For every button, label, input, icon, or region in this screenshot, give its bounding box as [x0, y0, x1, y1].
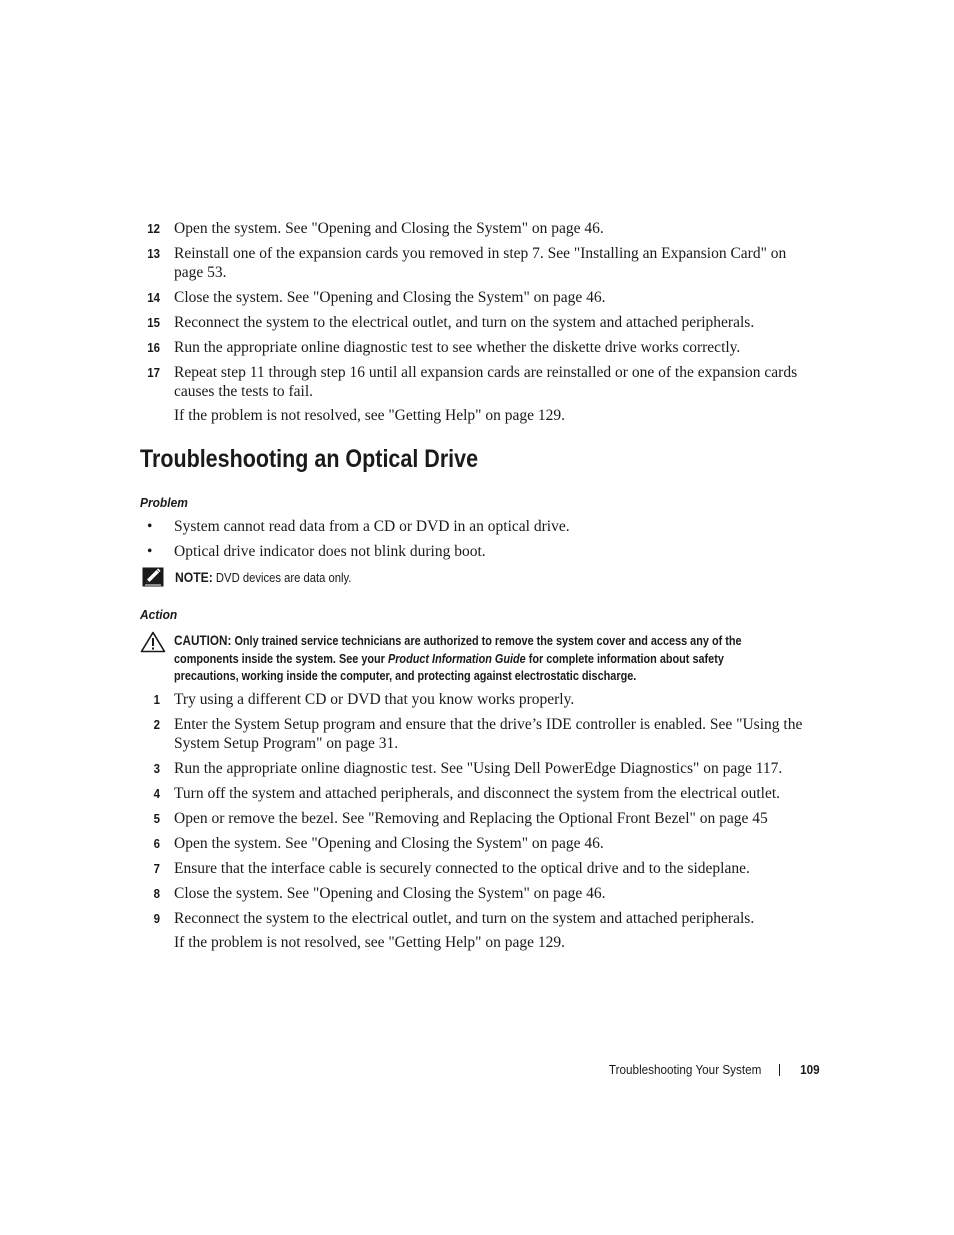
step-text: Reinstall one of the expansion cards you removed in step 7. See "Installing an Expansion Card" on [174, 245, 787, 262]
step-text: Open the system. See "Opening and Closing the System" on page 46. [174, 835, 604, 852]
step-number: 7 [153, 861, 160, 876]
step-text: Turn off the system and attached peripherals, and disconnect the system from the electrical outlet. [174, 785, 781, 802]
step-text: Close the system. See "Opening and Closing the System" on page 46. [174, 289, 606, 306]
footer-section-title: Troubleshooting Your System [608, 1062, 762, 1077]
step-number: 5 [153, 811, 160, 826]
step-item [0, 759, 954, 778]
note-text: DVD devices are data only. [215, 571, 352, 585]
step-text: Ensure that the interface cable is securely connected to the optical drive and to the sideplane. [174, 860, 750, 877]
caution-text: Only trained service technicians are authorized to remove the system cover and access any of the [234, 634, 742, 648]
step-number: 2 [153, 717, 160, 732]
step-text: Open the system. See "Opening and Closing the System" on page 46. [174, 220, 604, 237]
step-text: page 53. [174, 264, 227, 281]
step-item [0, 784, 954, 803]
step-item [0, 690, 954, 709]
step-text: Run the appropriate online diagnostic test. See "Using Dell PowerEdge Diagnostics" on page 117. [174, 760, 783, 777]
followup-text: If the problem is not resolved, see "Getting Help" on page 129. [174, 934, 566, 951]
step-item [0, 715, 954, 753]
step-item [0, 244, 954, 282]
action-label: Action [140, 607, 178, 622]
step-text: Repeat step 11 through step 16 until all expansion cards are reinstalled or one of the expansion cards [174, 364, 798, 381]
note-lead: NOTE: [175, 570, 213, 585]
step-text: Reconnect the system to the electrical outlet, and turn on the system and attached peripherals. [174, 314, 755, 331]
step-number: 13 [147, 246, 160, 261]
step-number: 16 [147, 340, 160, 355]
caution-lead: CAUTION: [174, 633, 232, 648]
step-number: 14 [147, 290, 160, 305]
step-text: causes the tests to fail. [174, 383, 314, 400]
step-item [0, 809, 954, 828]
bullet-text: Optical drive indicator does not blink during boot. [174, 543, 486, 560]
steps-list-action [0, 690, 954, 928]
step-item [0, 859, 954, 878]
step-number: 15 [147, 315, 160, 330]
page-footer [592, 1061, 821, 1079]
footer-divider [779, 1064, 780, 1076]
list-item [0, 517, 954, 536]
step-number: 6 [153, 836, 160, 851]
followup-text: If the problem is not resolved, see "Getting Help" on page 129. [174, 407, 566, 424]
step-item [0, 884, 954, 903]
step-item [0, 363, 954, 401]
step-number: 9 [153, 911, 160, 926]
caution-text: components inside the system. See your [174, 651, 388, 666]
step-text: Open or remove the bezel. See "Removing and Replacing the Optional Front Bezel" on page 45 [174, 810, 768, 827]
list-item [0, 542, 954, 561]
step-number: 1 [153, 692, 160, 707]
caution-text: precautions, working inside the computer, and protecting against electrostatic discharge. [174, 669, 637, 683]
caution-text: for complete information about safety [525, 651, 724, 666]
step-text: Run the appropriate online diagnostic test to see whether the diskette drive works correctly. [174, 339, 741, 356]
step-number: 8 [153, 886, 160, 901]
step-item [0, 909, 954, 928]
step-item [0, 338, 954, 357]
step-text: Enter the System Setup program and ensure that the drive’s IDE controller is enabled. See "Using the [174, 716, 803, 733]
step-item [0, 288, 954, 307]
step-item [0, 219, 954, 238]
page-number: 109 [800, 1062, 820, 1077]
step-item [0, 834, 954, 853]
step-text: System Setup Program" on page 31. [174, 735, 399, 752]
note-box [142, 567, 822, 587]
step-text: Close the system. See "Opening and Closing the System" on page 46. [174, 885, 606, 902]
step-text: Try using a different CD or DVD that you know works properly. [174, 691, 575, 708]
bullet-icon: • [147, 543, 153, 560]
bullet-text: System cannot read data from a CD or DVD in an optical drive. [174, 518, 570, 535]
step-number: 12 [147, 221, 160, 236]
step-number: 17 [147, 365, 160, 380]
bullet-icon: • [147, 518, 153, 535]
step-item [0, 313, 954, 332]
step-number: 3 [153, 761, 160, 776]
warning-triangle-icon [140, 631, 166, 653]
step-text: Reconnect the system to the electrical outlet, and turn on the system and attached peripherals. [174, 910, 755, 927]
problem-bullet-list [0, 517, 954, 567]
problem-label: Problem [140, 495, 188, 510]
caution-reference: Product Information Guide [387, 651, 526, 666]
note-pencil-icon [142, 567, 164, 587]
section-heading: Troubleshooting an Optical Drive [140, 445, 479, 473]
steps-list-continued [0, 219, 954, 401]
step-number: 4 [153, 786, 160, 801]
